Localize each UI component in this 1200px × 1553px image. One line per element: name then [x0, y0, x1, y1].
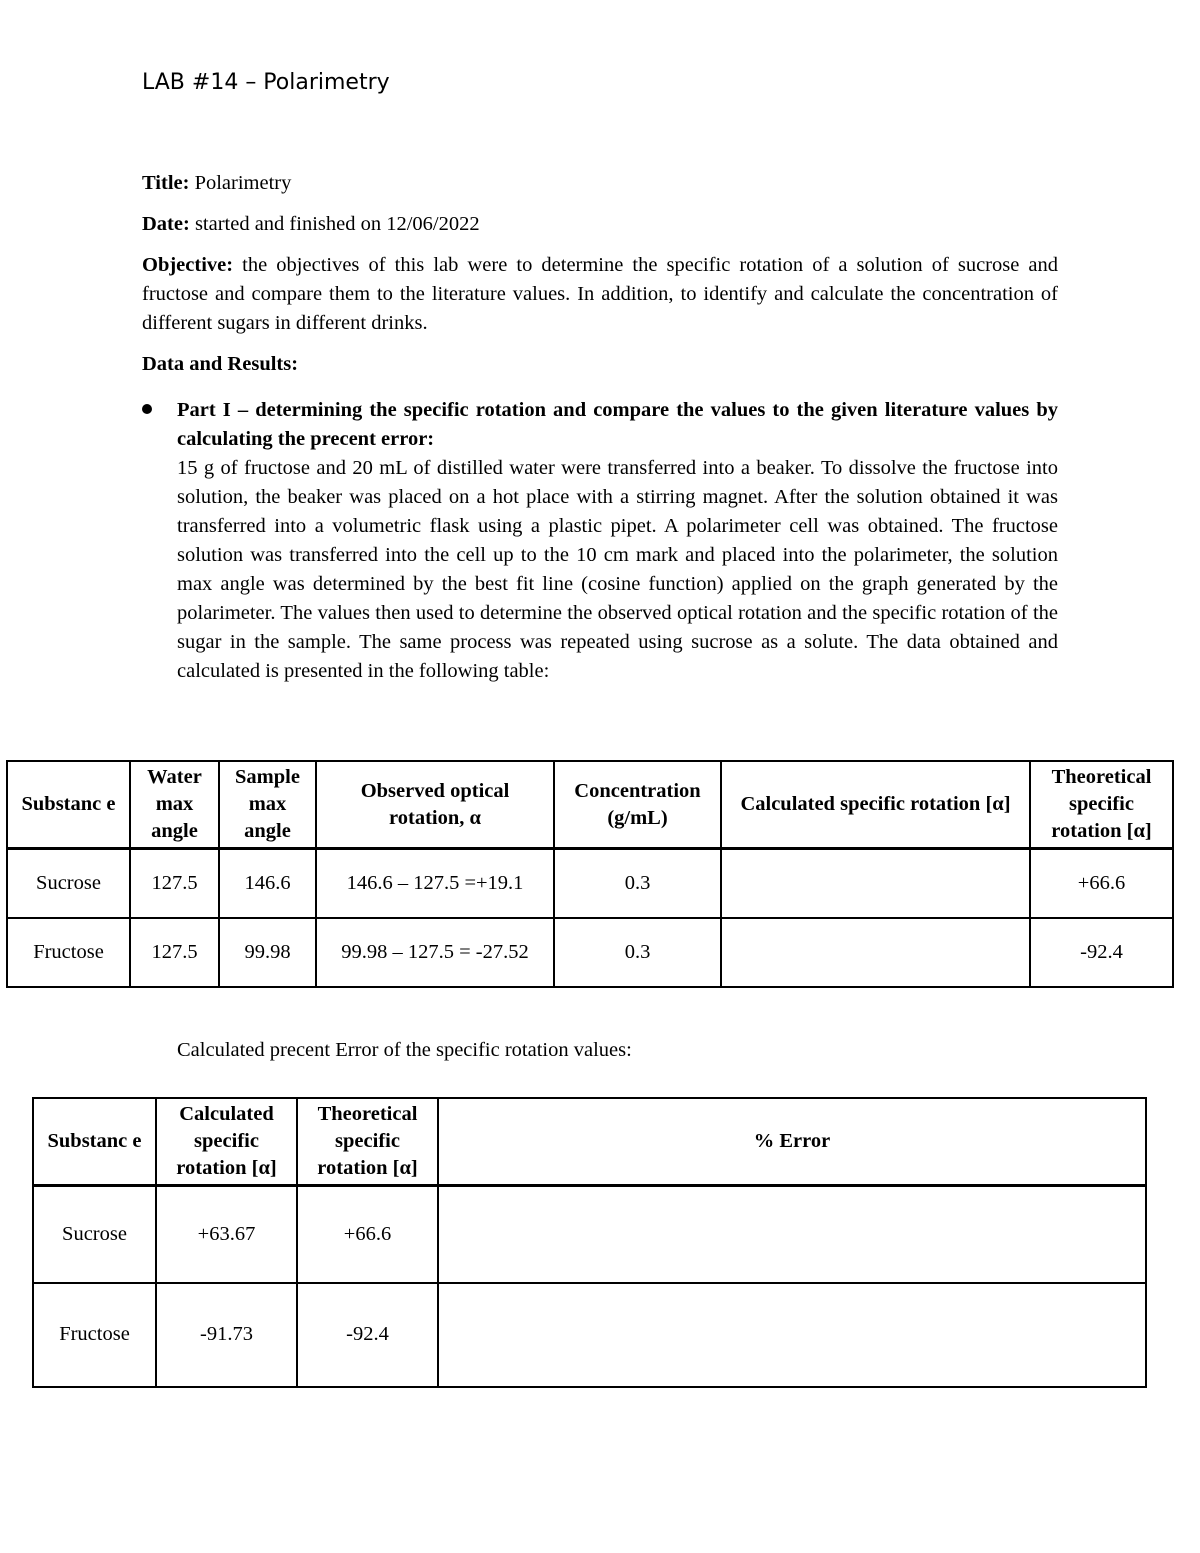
table-cell: 146.6 — [219, 849, 316, 918]
part1-body: 15 g of fructose and 20 mL of distilled water were transferred into a beaker. To dissolve the fructose into solution, the beaker was placed on a hot place with a stirring magnet. After the solution obtained it was transferred into a volumetric flask using a plastic pipet. A polarimeter cell was obtained. The fructose solution was transferred into the cell up to the 10 cm mark and placed into the polarimeter, the solution max angle was determined by the best fit line (cosine function) applied on the graph generated by the polarimeter. The values then used to determine the observed optical rotation and the specific rotation of the sugar in the sample. The same process was repeated using sucrose as a solute. The data obtained and calculated is presented in the following table: — [177, 457, 1058, 682]
table2-caption: Calculated precent Error of the specific rotation values: — [177, 1039, 632, 1061]
table-cell — [721, 918, 1030, 987]
table-row — [33, 1283, 1146, 1387]
rotation-data-table — [6, 760, 1174, 988]
table-row — [7, 849, 1173, 918]
table-cell: Fructose — [7, 918, 130, 987]
table-cell: 146.6 – 127.5 =+19.1 — [316, 849, 554, 918]
date-field — [142, 210, 1058, 239]
bullet-icon — [142, 404, 152, 414]
data-results-heading: Data and Results: — [142, 353, 299, 375]
column-header: Theoretical specific rotation [α] — [1030, 761, 1173, 849]
table-cell: -91.73 — [156, 1283, 297, 1387]
table-cell: -92.4 — [297, 1283, 438, 1387]
table-cell: +63.67 — [156, 1186, 297, 1283]
page-heading: LAB #14 – Polarimetry — [142, 70, 390, 95]
table-header-row — [33, 1098, 1146, 1186]
part1-content — [177, 396, 1058, 686]
title-label: Title: — [142, 172, 190, 194]
objective-label: Objective: — [142, 254, 234, 276]
column-header: Theoretical specific rotation [α] — [297, 1098, 438, 1186]
table-cell — [721, 849, 1030, 918]
title-field — [142, 169, 1058, 198]
table-cell: +66.6 — [1030, 849, 1173, 918]
table-cell: +66.6 — [297, 1186, 438, 1283]
part1-bullet — [142, 396, 1058, 686]
column-header: Sample max angle — [219, 761, 316, 849]
table-cell: 127.5 — [130, 849, 219, 918]
column-header: Concentration (g/mL) — [554, 761, 721, 849]
table-cell: 0.3 — [554, 849, 721, 918]
part1-title: Part I – determining the specific rotation and compare the values to the given literature values by calculating the precent error: — [177, 399, 1058, 450]
table-cell: 0.3 — [554, 918, 721, 987]
table-cell: 99.98 – 127.5 = -27.52 — [316, 918, 554, 987]
table-cell — [438, 1283, 1146, 1387]
table-cell: Sucrose — [7, 849, 130, 918]
table-cell: Fructose — [33, 1283, 156, 1387]
column-header: Observed optical rotation, α — [316, 761, 554, 849]
column-header: Water max angle — [130, 761, 219, 849]
column-header: Calculated specific rotation [α] — [156, 1098, 297, 1186]
table-cell: Sucrose — [33, 1186, 156, 1283]
date-value: started and finished on 12/06/2022 — [194, 213, 480, 235]
table-cell: 127.5 — [130, 918, 219, 987]
table-row — [33, 1186, 1146, 1283]
table-row — [7, 918, 1173, 987]
objective-value: the objectives of this lab were to determine the specific rotation of a solution of sucrose and fructose and compare them to the literature values. In addition, to identify and calculate the concentration of different sugars in different drinks. — [142, 254, 1059, 334]
percent-error-table — [32, 1097, 1147, 1388]
objective-field — [142, 251, 1058, 338]
column-header: Substanc e — [33, 1098, 156, 1186]
column-header: Calculated specific rotation [α] — [721, 761, 1030, 849]
table-header-row — [7, 761, 1173, 849]
table-cell — [438, 1186, 1146, 1283]
table-cell: 99.98 — [219, 918, 316, 987]
table-cell: -92.4 — [1030, 918, 1173, 987]
title-value: Polarimetry — [194, 172, 292, 194]
date-label: Date: — [142, 213, 190, 235]
column-header: % Error — [438, 1098, 1146, 1186]
column-header: Substanc e — [7, 761, 130, 849]
